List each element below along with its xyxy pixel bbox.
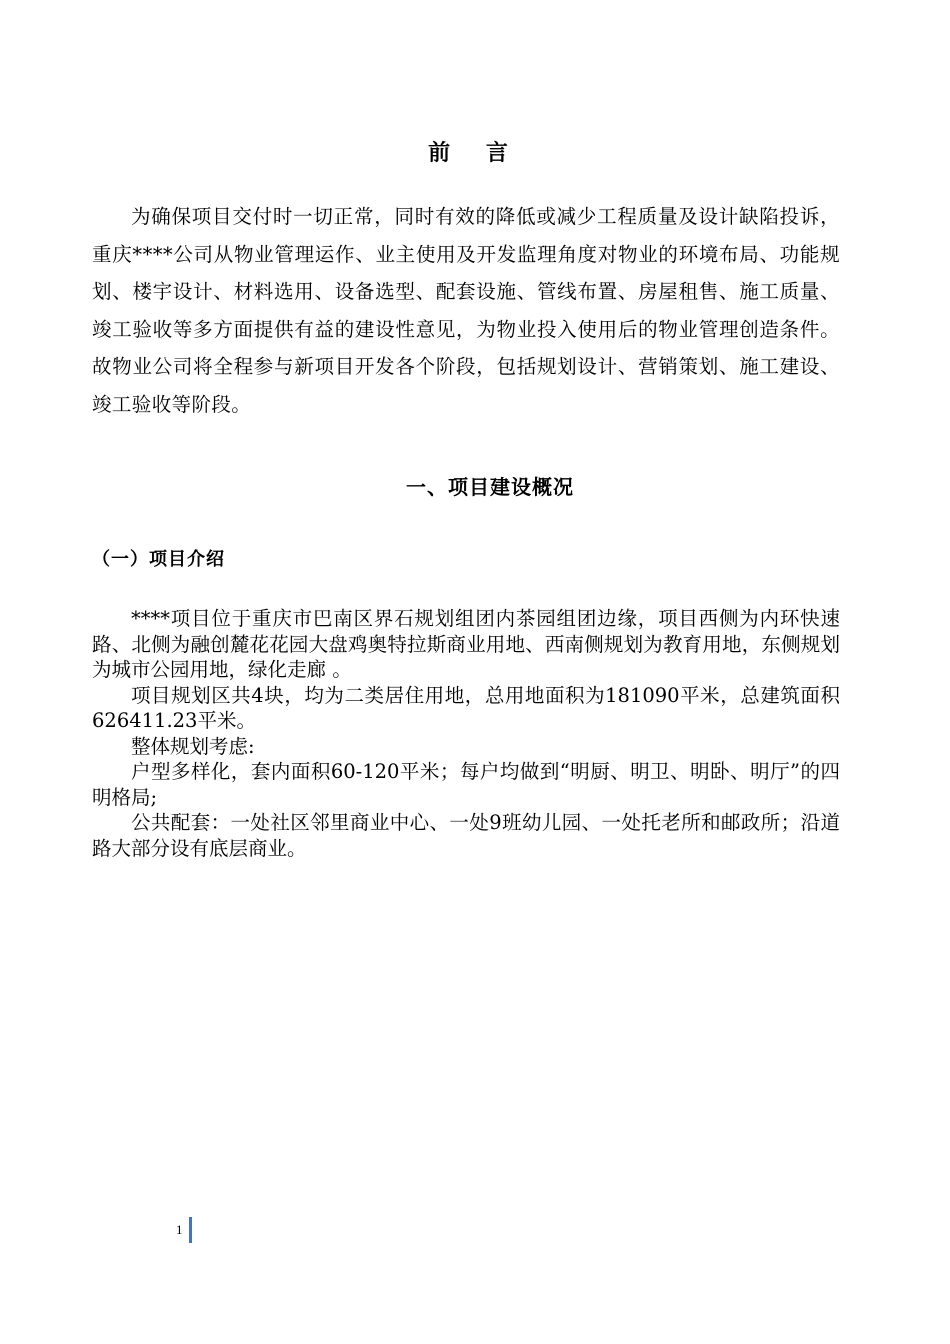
- body-paragraph-area: 项目规划区共4块，均为二类居住用地，总用地面积为181090平米，总建筑面积626411.23平米。: [92, 683, 840, 732]
- page-title: 前 言: [428, 141, 522, 166]
- footer-accent-bar: [189, 1217, 192, 1243]
- section-heading: 一、项目建设概况: [406, 475, 574, 499]
- page-number: 1: [176, 1222, 183, 1237]
- body-paragraph-unit-types: 户型多样化，套内面积60-120平米；每户均做到“明厨、明卫、明卧、明厅”的四明格局;: [92, 760, 840, 809]
- page-footer: [176, 1216, 192, 1244]
- body-paragraph-facilities: 公共配套：一处社区邻里商业中心、一处9班幼儿园、一处托老所和邮政所；沿道路大部分设有底层商业。: [92, 811, 840, 860]
- project-intro-body: [92, 606, 840, 861]
- body-paragraph-location: ****项目位于重庆市巴南区界石规划组团内茶园组团边缘，项目西侧为内环快速路、北侧为融创麓花花园大盘鸡奥特拉斯商业用地、西南侧规划为教育用地，东侧规划为城市公园用地，绿化走廊 。: [92, 607, 840, 681]
- sub-heading: （一）项目介绍: [92, 549, 225, 570]
- body-paragraph-planning: 整体规划考虑:: [131, 734, 255, 758]
- preface-paragraph: 为确保项目交付时一切正常，同时有效的降低或减少工程质量及设计缺陷投诉，重庆****公司从物业管理运作、业主使用及开发监理角度对物业的环境布局、功能规划、楼宇设计、材料选用、设备选型、配套设施、管线布置、房屋租售、施工质量、竣工验收等多方面提供有益的建设性意见，为物业投入使用后的物业管理创造条件。故物业公司将全程参与新项目开发各个阶段，包括规划设计、营销策划、施工建设、竣工验收等阶段。: [92, 205, 840, 416]
